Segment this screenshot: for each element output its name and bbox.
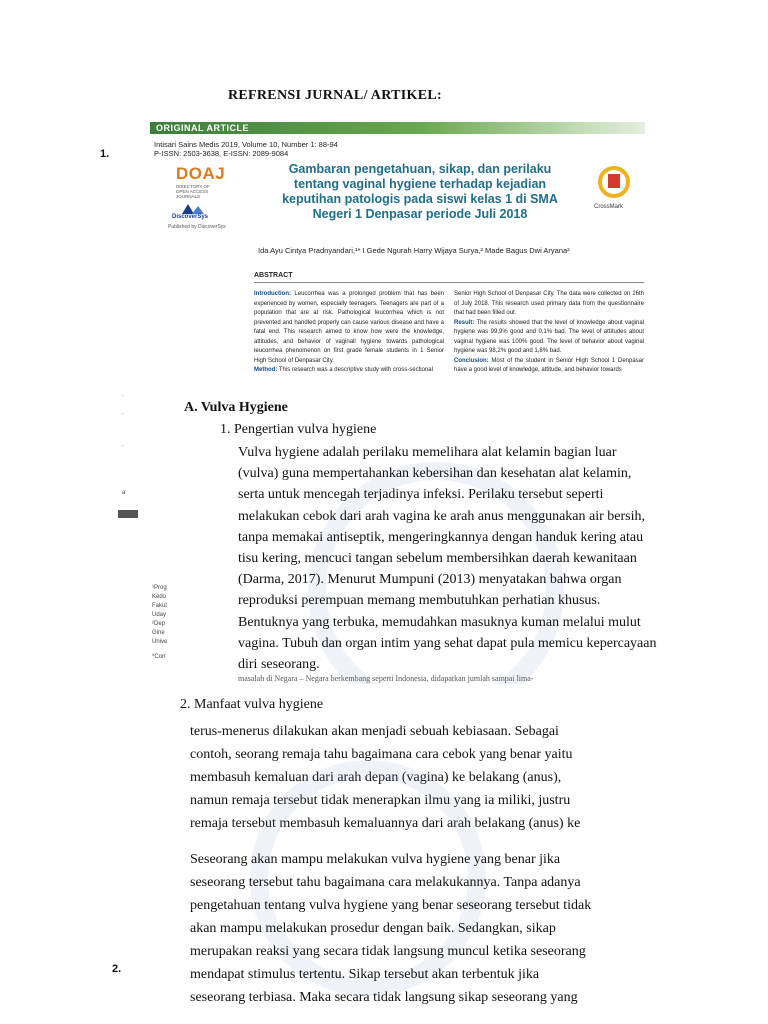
side-fragment: a <box>122 490 126 496</box>
journal-citation: Intisari Sains Medis 2019, Volume 10, Number 1: 88-94 <box>154 140 338 149</box>
article-authors: Ida Ayu Cintya Pradnyandari,¹* I Gede Ngurah Harry Wijaya Surya,² Made Bagus Dwi Aryana² <box>258 246 570 255</box>
crossmark-bookmark-icon <box>608 174 620 188</box>
section-2-paragraph <box>190 720 630 835</box>
journal-clipping <box>150 118 645 390</box>
text-line: Bentuknya yang terbuka, memudahkan masuknya kuman melalui mulut <box>238 614 641 630</box>
text-line: diri seseorang. <box>238 657 320 673</box>
abstract-divider <box>254 282 644 283</box>
side-fragment: . <box>122 442 124 448</box>
text-line: pengetahuan tentang vulva hygiene yang benar seseorang tersebut tidak <box>190 898 592 913</box>
text-line: contoh, seorang remaja tahu bagaimana cara cebok yang benar yaitu <box>190 747 573 762</box>
abstract-paragraph: Senior High School of Denpasar City. The data were collected on 26th of July 2018. This research used primary data from the questionnaire that had been filled out. <box>454 291 644 316</box>
text-line: (vulva) guna mempertahankan kebersihan dan kesehatan alat kelamin, <box>238 466 632 482</box>
title-line: Gambaran pengetahuan, sikap, dan perilaku <box>288 162 552 176</box>
text-line: terus-menerus dilakukan akan menjadi sebuah kebiasaan. Sebagai <box>190 724 559 739</box>
text-line: (Darma, 2017). Menurut Mumpuni (2013) menyatakan bahwa organ <box>238 572 622 588</box>
abstract-right-column <box>454 290 644 376</box>
title-line: keputihan patologis pada siswi kelas 1 di SMA <box>282 192 558 206</box>
text-line: reproduksi perempuan memang membutuhkan perhatian khusus. <box>238 593 601 609</box>
abstract-paragraph: Conclusion: Most of the student in Senior High School 1 Denpasar have a good level of knowledge, attitude, and behavior towards <box>454 357 644 373</box>
dark-mark <box>118 510 138 518</box>
text-line: Seseorang akan mampu melakukan vulva hygiene yang benar jika <box>190 852 561 867</box>
section-3-paragraph <box>190 848 630 1009</box>
discoversys-name: DiscoverSys <box>172 214 209 220</box>
text-line: seseorang terbiasa. Maka secara tidak langsung sikap seseorang yang <box>190 990 578 1005</box>
journal-issn: P-ISSN: 2503-3638, E-ISSN: 2089-9084 <box>154 149 289 158</box>
text-line: tanpa memakai antiseptik, mengeringkannya dengan handuk kering atau <box>238 529 644 545</box>
abstract-paragraph: Result: The results showed that the level of knowledge about vaginal hygiene was 99,9% good and 0,1% bad. The level of attitudes about vaginal hygiene was 100% good. The level of behavior about vaginal hygiene was 98,2% good and 1,8% bad. <box>454 319 644 354</box>
section-a-paragraph <box>238 442 657 675</box>
text-line: akan mampu melakukan prosedur dengan baik. Sedangkan, sikap <box>190 921 556 936</box>
doaj-logo: DOAJ <box>176 164 226 183</box>
abstract-paragraph: Method: This research was a descriptive study with cross-sectional <box>254 367 433 373</box>
textbook-scan-section-a <box>168 392 668 684</box>
abstract-left-column <box>254 290 444 376</box>
text-line: tisu kering, mencuci tangan sebelum membersihkan daerah kewanitaan <box>238 551 637 567</box>
text-line: melakukan cebok dari arah vagina ke arah anus menggunakan air bersih, <box>238 508 645 524</box>
side-fragment: . <box>122 410 124 416</box>
side-fragment: . <box>122 392 124 398</box>
section-2-heading: 2. Manfaat vulva hygiene <box>180 697 324 712</box>
text-line: merupakan reaksi yang secara tidak langsung muncul ketika seseorang <box>190 944 586 959</box>
item-number-2: 2. <box>112 963 122 975</box>
original-article-label: ORIGINAL ARTICLE <box>156 123 249 133</box>
text-line: Vulva hygiene adalah perilaku memelihara alat kelamin bagian luar <box>238 445 617 460</box>
page-heading: REFRENSI JURNAL/ ARTIKEL: <box>228 88 442 103</box>
text-line: mendapat stimulus tertentu. Sikap tersebut akan terbentuk jika <box>190 967 540 982</box>
cut-off-line: masalah di Negara – Negara berkembang seperti Indonesia, didapatkan jumlah sampai lima- <box>238 674 534 683</box>
crossmark-label: CrossMark <box>594 204 624 210</box>
item-number-1: 1. <box>100 148 110 160</box>
text-line: namun remaja tersebut tidak menerapkan ilmu yang ia miliki, justru <box>190 793 571 808</box>
text-line: seseorang tersebut tahu bagaimana cara melakukannya. Tanpa adanya <box>190 875 581 890</box>
article-title <box>250 162 590 222</box>
text-line: membasuh kemaluan dari arah depan (vagina) ke belakang (anus), <box>190 770 562 785</box>
title-line: tentang vaginal hygiene terhadap kejadian <box>293 177 547 191</box>
published-by: Published by DiscoverSys <box>168 224 226 230</box>
abstract-label: ABSTRACT <box>254 272 293 279</box>
section-a-subheading: 1. Pengertian vulva hygiene <box>220 422 377 437</box>
text-line: serta untuk mencegah terjadinya infeksi. Perilaku tersebut seperti <box>238 487 604 503</box>
abstract-paragraph: Introduction: Leucorrhea was a prolonged problem that has been experienced by women, especially teenagers. Teenagers are part of a population that are at risk. Pathological leucorrhea which is not prevented and handled properly can cause various disease and have a fatal end. This research aimed to know how were the knowledge, attitudes, and behavior of vaginall hygiene towards pathological leucorrhea phenomenon on first grade female students in 1 Senior High School of Denpasar City. <box>254 291 444 364</box>
title-line: Negeri 1 Denpasar periode Juli 2018 <box>312 207 528 221</box>
doaj-subtitle: DIRECTORY OF OPEN ACCESS JOURNALS <box>176 184 210 199</box>
section-a-heading: A. Vulva Hygiene <box>184 400 288 415</box>
text-line: remaja tersebut membasuh kemaluannya dari arah belakang (anus) ke <box>190 816 581 831</box>
affiliation-fragments: ¹Prog Kedo Fakul Uday ²Dep Gine Unive *Corr <box>152 585 168 660</box>
text-line: vagina. Tubuh dan organ intim yang sehat dapat pula memicu kepercayaan <box>238 635 657 651</box>
